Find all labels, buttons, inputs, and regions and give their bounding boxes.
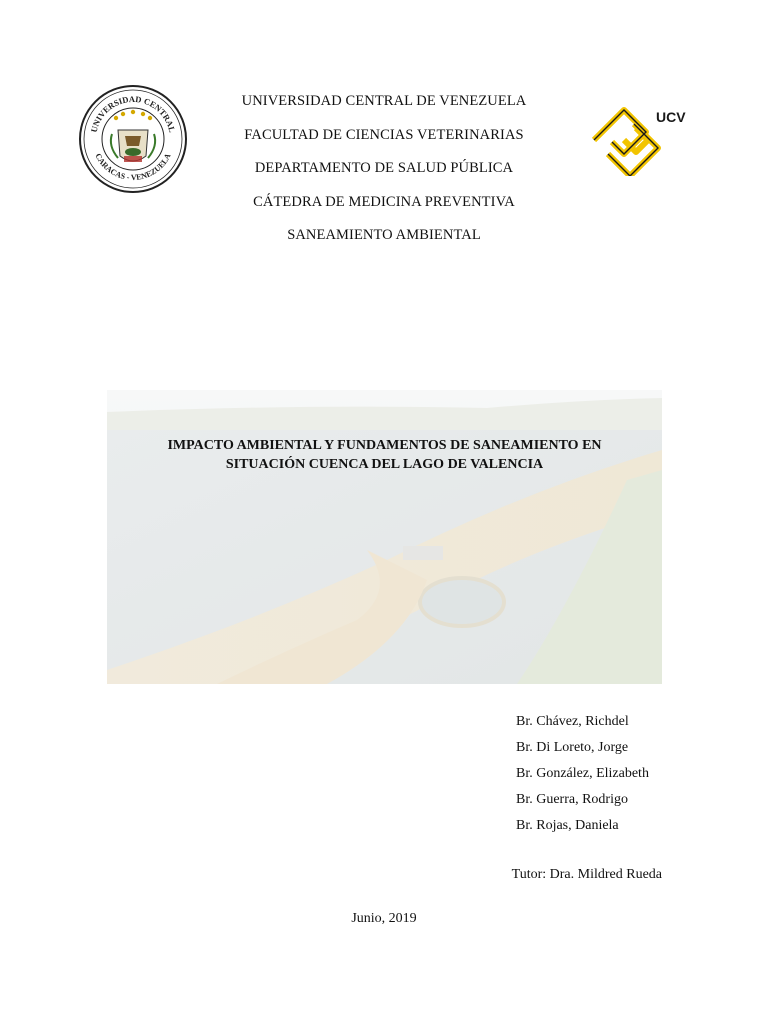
header-chair: CÁTEDRA DE MEDICINA PREVENTIVA [253, 193, 515, 210]
ucv-logo-text: UCV [656, 109, 686, 125]
seal-text-top: UNIVERSIDAD CENTRAL [88, 93, 178, 134]
institution-header [200, 90, 568, 258]
author-item: Br. Chávez, Richdel [516, 714, 629, 729]
author-item: Br. Rojas, Daniela [516, 818, 619, 833]
lake-background-photo [107, 390, 662, 684]
header-subject: SANEAMIENTO AMBIENTAL [287, 227, 481, 243]
university-seal-logo [78, 84, 188, 194]
header-faculty: FACULTAD DE CIENCIAS VETERINARIAS [244, 126, 524, 143]
title-line-1: IMPACTO AMBIENTAL Y FUNDAMENTOS DE SANEAMIENTO EN [167, 438, 602, 453]
author-item: Br. González, Elizabeth [516, 766, 649, 781]
authors-list [516, 712, 649, 842]
header-department: DEPARTAMENTO DE SALUD PÚBLICA [254, 160, 514, 176]
ucv-logo [588, 96, 692, 176]
document-date: Junio, 2019 [351, 911, 417, 926]
author-item: Br. Di Loreto, Jorge [516, 740, 629, 755]
header-university: UNIVERSIDAD CENTRAL DE VENEZUELA [241, 93, 527, 109]
document-title [107, 436, 662, 474]
tutor-name: Tutor: Dra. Mildred Rueda [511, 867, 662, 882]
author-item: Br. Guerra, Rodrigo [516, 792, 628, 807]
title-line-2: SITUACIÓN CUENCA DEL LAGO DE VALENCIA [225, 457, 544, 472]
seal-text-bottom: CARACAS - VENEZUELA [93, 151, 173, 183]
